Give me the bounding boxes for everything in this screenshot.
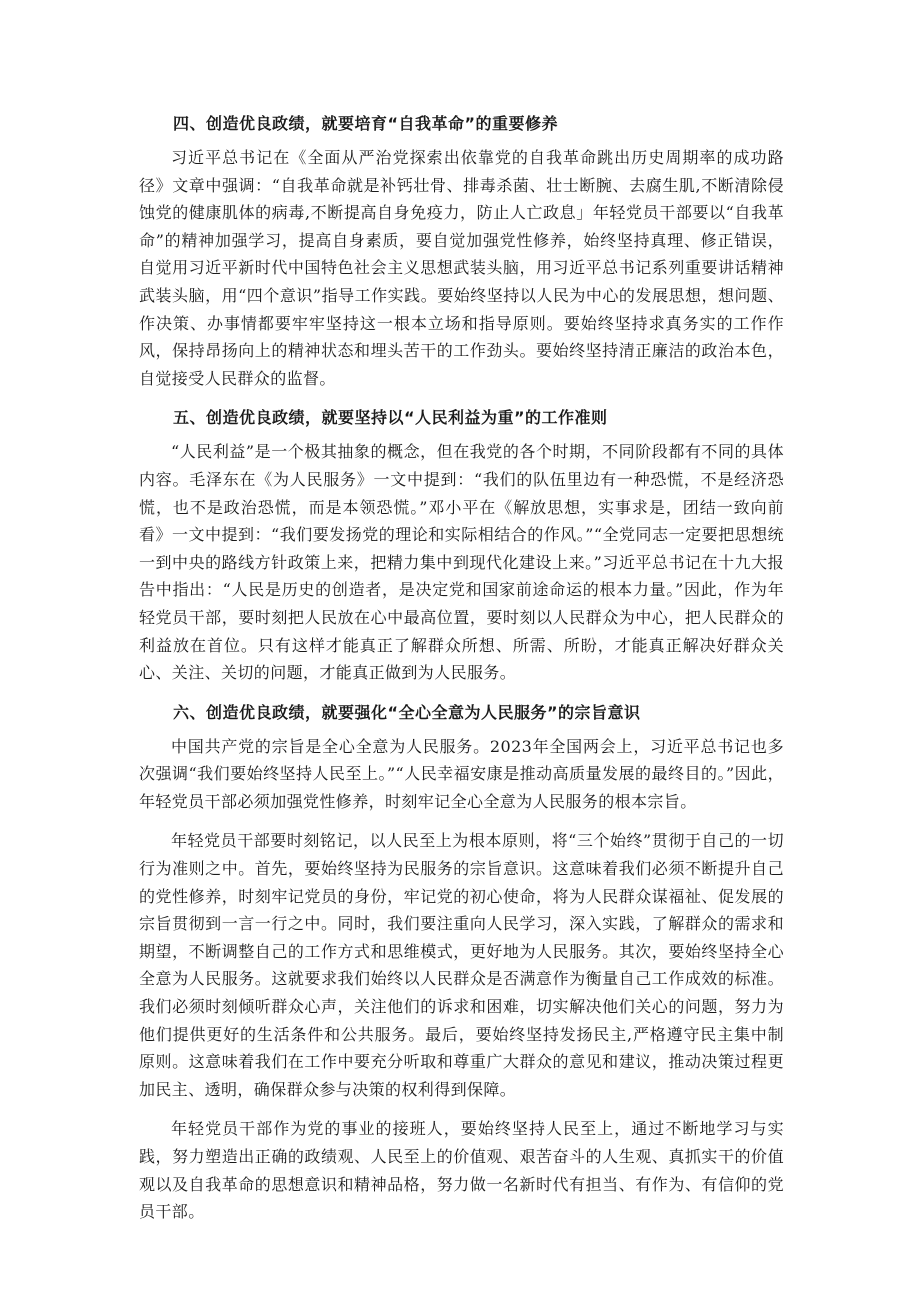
section-heading-5: 五、创造优良政绩，就要坚持以“人民利益为重”的工作准则 — [173, 408, 608, 428]
section-5-paragraph-1: “人民利益”是一个极其抽象的概念，但在我党的各个时期，不同阶段都有不同的具体内容。毛泽东在《为人民服务》一文中提到：“我们的队伍里边有一种恐慌，不是经济恐慌，也不是政治恐慌，而是本领恐慌。”邓小平在《解放思想，实事求是，团结一致向前看》一文中提到：“我们要发扬党的理论和实际相结合的作风。”“全党同志一定要把思想统一到中央的路线方针政策上来，把精力集中到现代化建设上来。”习近平总书记在十九大报告中指出：“人民是历史的创造者，是决定党和国家前途命运的根本力量。”因此，作为年轻党员干部，要时刻把人民放在心中最高位置，要时刻以人民群众为中心，把人民群众的利益放在首位。只有这样才能真正了解群众所想、所需、所盼，才能真正解决好群众关心、关注、关切的问题，才能真正做到为人民服务。 — [139, 442, 784, 683]
section-heading-4: 四、创造优良政绩，就要培育“自我革命”的重要修养 — [173, 114, 559, 133]
section-6-paragraph-2: 年轻党员干部要时刻铭记，以人民至上为根本原则，将“三个始终”贯彻于自己的一切行为准则之中。首先，要始终坚持为民服务的宗旨意识。这意味着我们必须不断提升自己的党性修养，时刻牢记党员的身份，牢记党的初心使命，将为人民群众谋福祉、促发展的宗旨贯彻到一言一行之中。同时，我们要注重向人民学习，深入实践，了解群众的需求和期望，不断调整自己的工作方式和思维模式，更好地为人民服务。其次，要始终坚持全心全意为人民服务。这就要求我们始终以人民群众是否满意作为衡量自己工作成效的标准。我们必须时刻倾听群众心声，关注他们的诉求和困难，切实解决他们关心的问题，努力为他们提供更好的生活条件和公共服务。最后，要始终坚持发扬民主,严格遵守民主集中制原则。这意味着我们在工作中要充分听取和尊重广大群众的意见和建议，推动决策过程更加民主、透明，确保群众参与决策的权利得到保障。 — [139, 831, 784, 1099]
section-4-paragraph-1: 习近平总书记在《全面从严治党探索出依靠党的自我革命跳出历史周期率的成功路径》文章中强调：“自我革命就是补钙壮骨、排毒杀菌、壮士断腕、去腐生肌,不断清除侵蚀党的健康肌体的病毒,不断提高自身免疫力，防止人亡政息」年轻党员干部要以“自我革命”的精神加强学习，提高自身素质，要自觉加强党性修养，始终坚持真理、修正错误，自觉用习近平新时代中国特色社会主义思想武装头脑，用习近平总书记系列重要讲话精神武装头脑，用“四个意识”指导工作实践。要始终坚持以人民为中心的发展思想，想问题、作决策、办事情都要牢牢坚持这一根本立场和指导原则。要始终坚持求真务实的工作作风，保持昂扬向上的精神状态和埋头苦干的工作劲头。要始终坚持清正廉洁的政治本色，自觉接受人民群众的监督。 — [139, 148, 784, 388]
document-page — [139, 110, 784, 1238]
section-6-paragraph-3: 年轻党员干部作为党的事业的接班人，要始终坚持人民至上，通过不断地学习与实践，努力塑造出正确的政绩观、人民至上的价值观、艰苦奋斗的人生观、真抓实干的价值观以及自我革命的思想意识和精神品格，努力做一名新时代有担当、有作为、有信仰的党员干部。 — [139, 1119, 784, 1222]
section-6-paragraph-1: 中国共产党的宗旨是全心全意为人民服务。2023年全国两会上，习近平总书记也多次强调“我们要始终坚持人民至上。”“人民幸福安康是推动高质量发展的最终目的。”因此，年轻党员干部必须加强党性修养，时刻牢记全心全意为人民服务的根本宗旨。 — [139, 736, 784, 811]
section-heading-6: 六、创造优良政绩，就要强化“全心全意为人民服务”的宗旨意识 — [173, 702, 641, 722]
